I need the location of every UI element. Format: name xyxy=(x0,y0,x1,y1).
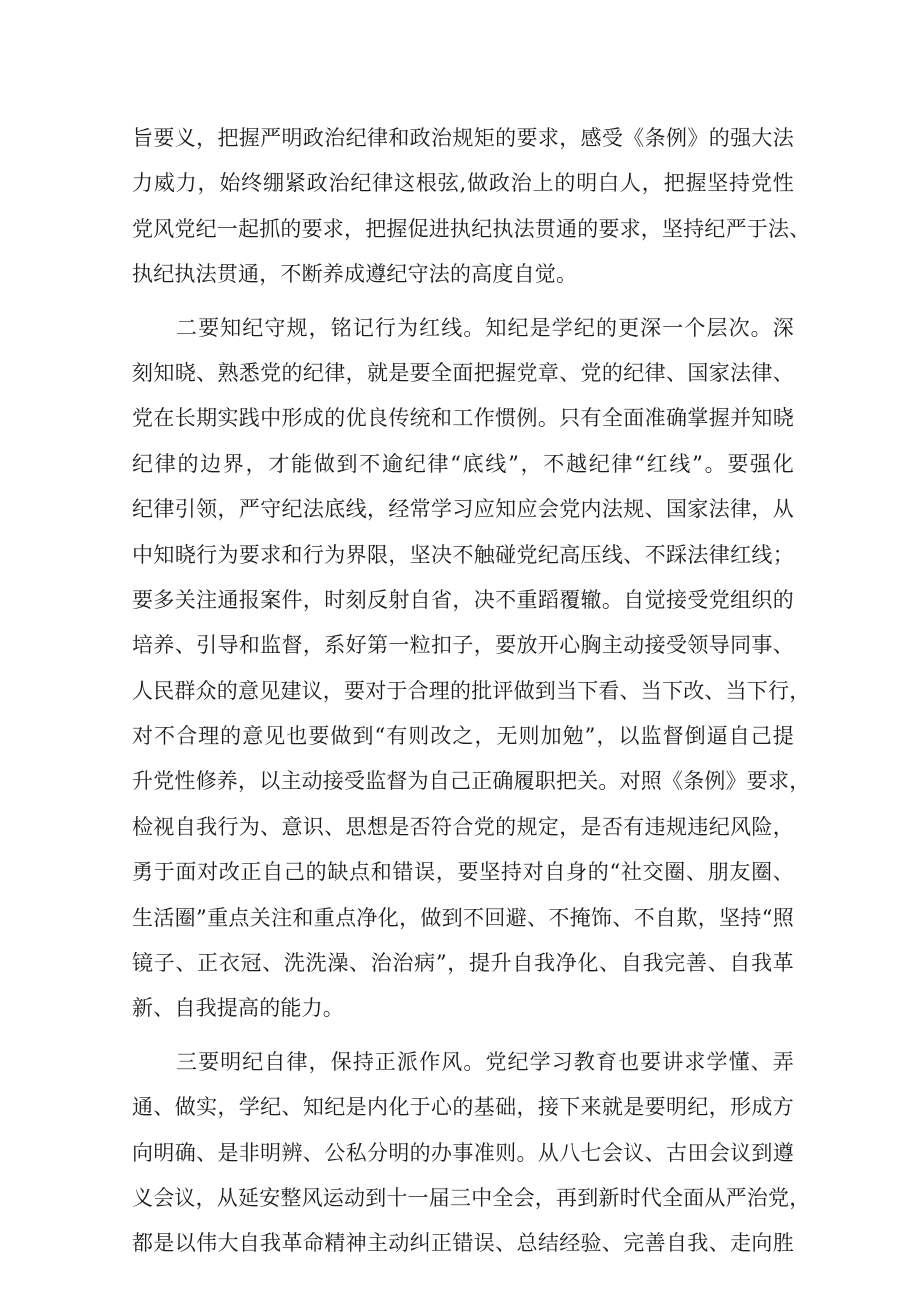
document-body xyxy=(132,116,811,1267)
text-line: 刻知晓、熟悉党的纪律，就是要全面把握党章、党的纪律、国家法律、 xyxy=(132,360,794,385)
text-line: 培养、引导和监督，系好第一粒扣子，要放开心胸主动接受领导同事、 xyxy=(132,633,794,658)
paragraph-2 xyxy=(132,306,811,1032)
text-line: 要多关注通报案件，时刻反射自省，决不重蹈覆辙。自觉接受党组织的 xyxy=(132,587,794,612)
text-line: 执纪执法贯通，不断养成遵纪守法的高度自觉。 xyxy=(132,262,578,287)
text-line: 通、做实，学纪、知纪是内化于心的基础，接下来就是要明纪，形成方 xyxy=(132,1095,794,1120)
text-line: 检视自我行为、意识、思想是否符合党的规定，是否有违规违纪风险， xyxy=(132,814,794,839)
text-line: 力威力，始终绷紧政治纪律这根弦,做政治上的明白人，把握坚持党性 xyxy=(132,171,794,196)
text-line: 二要知纪守规，铭记行为红线。知纪是学纪的更深一个层次。深 xyxy=(176,315,794,340)
text-line: 中知晓行为要求和行为界限，坚决不触碰党纪高压线、不踩法律红线； xyxy=(132,542,794,567)
text-line: 新、自我提高的能力。 xyxy=(132,996,344,1021)
text-line: 勇于面对改正自己的缺点和错误，要坚持对自身的“社交圈、朋友圈、 xyxy=(132,860,794,885)
text-line: 党在长期实践中形成的优良传统和工作惯例。只有全面准确掌握并知晓 xyxy=(132,406,794,431)
text-line: 三要明纪自律，保持正派作风。党纪学习教育也要讲求学懂、弄 xyxy=(176,1049,794,1074)
text-line: 党风党纪一起抓的要求，把握促进执纪执法贯通的要求，坚持纪严于法、 xyxy=(132,216,811,241)
paragraph-1 xyxy=(132,116,811,298)
paragraph-gap xyxy=(132,1032,794,1040)
text-line: 纪律引领，严守纪法底线，经常学习应知应会党内法规、国家法律，从 xyxy=(132,497,794,522)
text-line: 人民群众的意见建议，要对于合理的批评做到当下看、当下改、当下行， xyxy=(132,678,811,703)
text-line: 都是以伟大自我革命精神主动纠正错误、总结经验、完善自我、走向胜 xyxy=(132,1231,794,1256)
text-line: 对不合理的意见也要做到“有则改之，无则加勉”，以监督倒逼自己提 xyxy=(132,724,794,749)
text-line: 向明确、是非明辨、公私分明的办事准则。从八七会议、古田会议到遵 xyxy=(132,1140,794,1165)
text-line: 生活圈”重点关注和重点净化，做到不回避、不掩饰、不自欺，坚持“照 xyxy=(132,905,794,930)
text-line: 旨要义，把握严明政治纪律和政治规矩的要求，感受《条例》的强大法 xyxy=(132,126,794,150)
text-line: 纪律的边界，才能做到不逾纪律“底线”，不越纪律“红线”。要强化 xyxy=(132,451,794,476)
text-line: 镜子、正衣冠、洗洗澡、治治病”，提升自我净化、自我完善、自我革 xyxy=(132,951,794,976)
paragraph-gap xyxy=(132,298,794,306)
text-line: 升党性修养，以主动接受监督为自己正确履职把关。对照《条例》要求， xyxy=(132,769,811,794)
text-line: 义会议，从延安整风运动到十一届三中全会，再到新时代全面从严治党， xyxy=(132,1185,811,1210)
paragraph-3 xyxy=(132,1040,811,1267)
